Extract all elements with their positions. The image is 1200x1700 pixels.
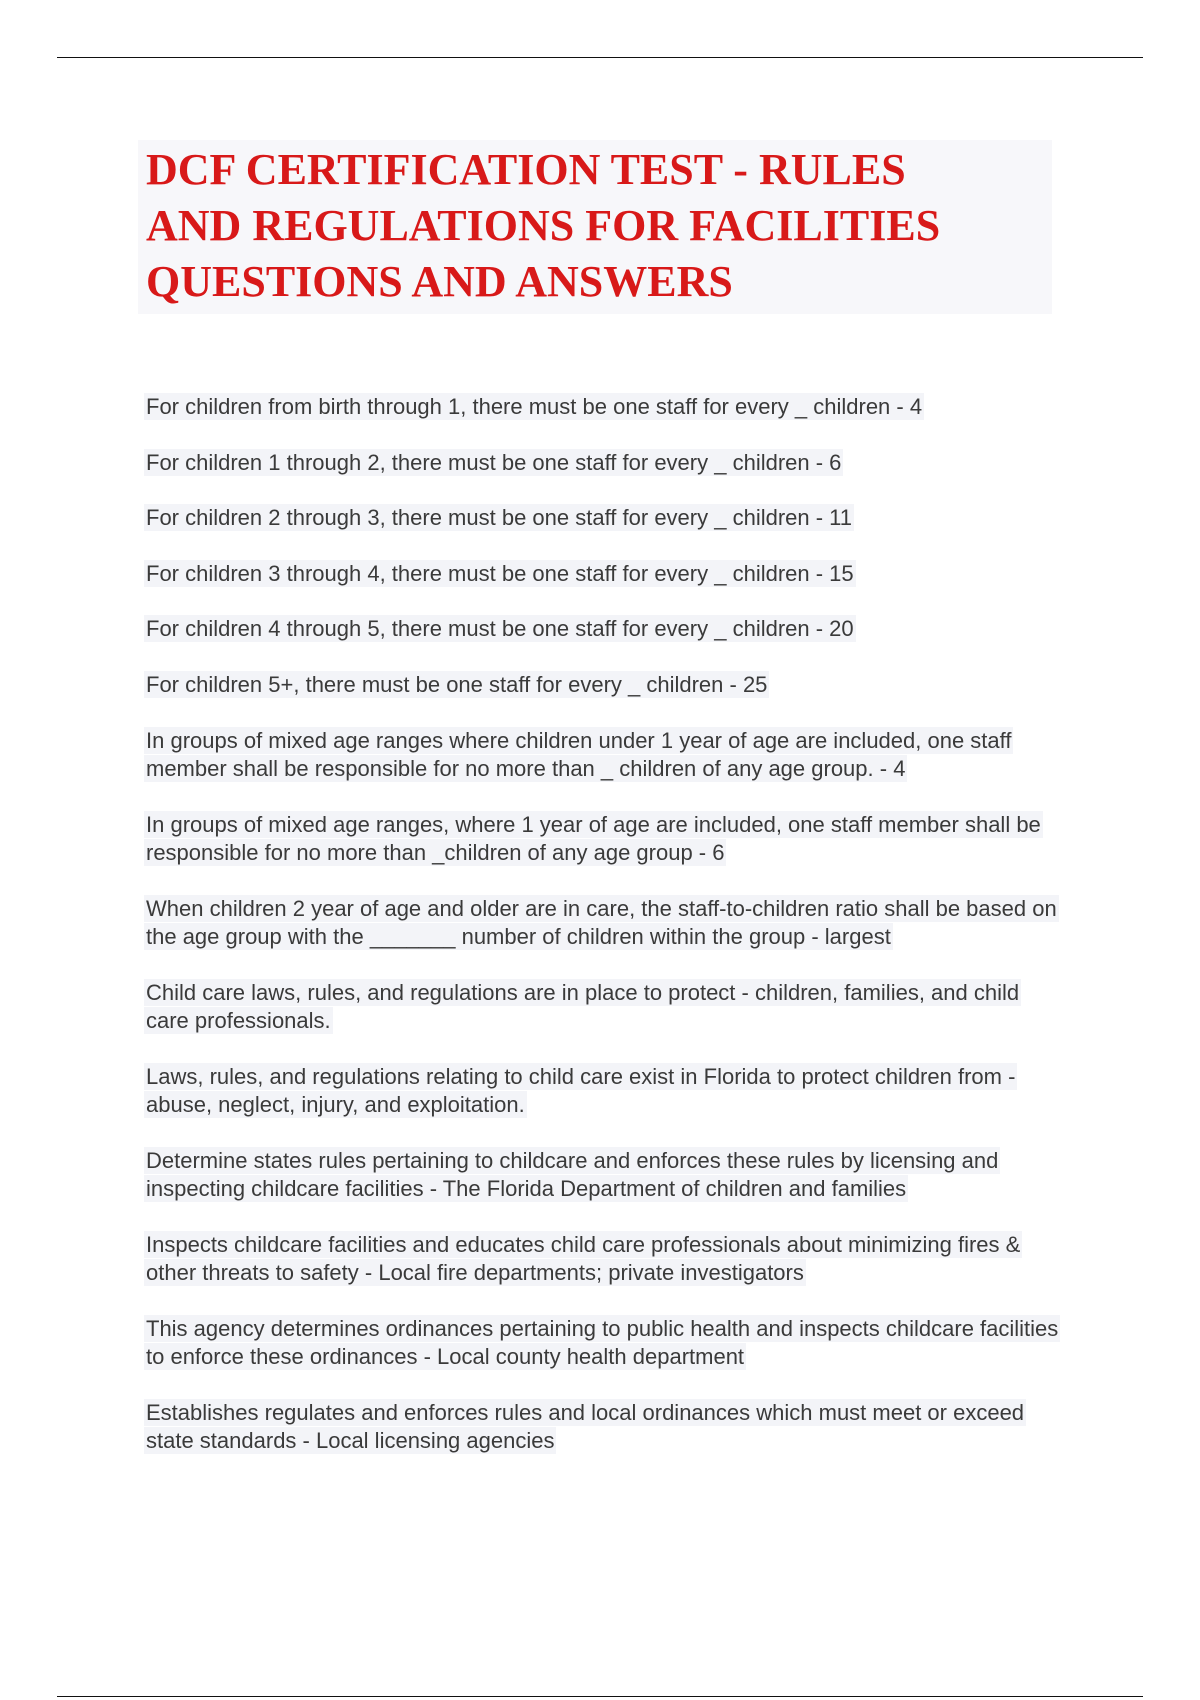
qa-item-15: Establishes regulates and enforces rules and local ordinances which must meet or exceed state standards - Local licensing agencies — [146, 1400, 1025, 1453]
qa-item-9: When children 2 year of age and older are in care, the staff-to-children ratio shall be based on the age group with the _______ number of children within the group - largest — [146, 896, 1057, 949]
qa-item-1: For children from birth through 1, there must be one staff for every _ children - 4 — [146, 394, 923, 419]
qa-list — [144, 393, 1064, 1455]
qa-item-3: For children 2 through 3, there must be one staff for every _ children - 11 — [146, 505, 853, 530]
qa-item-4: For children 3 through 4, there must be one staff for every _ children - 15 — [146, 561, 854, 586]
document-title — [138, 140, 1052, 314]
qa-item-10: Child care laws, rules, and regulations are in place to protect - children, families, and child care professionals. — [146, 980, 1020, 1033]
title-line-2: AND REGULATIONS FOR FACILITIES — [146, 201, 941, 250]
qa-item-12: Determine states rules pertaining to childcare and enforces these rules by licensing and inspecting childcare facilities - The Florida Department of children and families — [146, 1148, 999, 1201]
qa-item-11: Laws, rules, and regulations relating to child care exist in Florida to protect children from - abuse, neglect, injury, and exploitation. — [146, 1064, 1016, 1117]
qa-item-6: For children 5+, there must be one staff for every _ children - 25 — [146, 672, 768, 697]
qa-item-7: In groups of mixed age ranges where children under 1 year of age are included, one staff member shall be responsible for no more than _ children of any age group. - 4 — [146, 728, 1012, 781]
title-line-3: QUESTIONS AND ANSWERS — [146, 257, 733, 306]
qa-item-8: In groups of mixed age ranges, where 1 year of age are included, one staff member shall be responsible for no more than _children of any age group - 6 — [146, 812, 1041, 865]
qa-item-14: This agency determines ordinances pertaining to public health and inspects childcare facilities to enforce these ordinances - Local county health department — [146, 1316, 1059, 1369]
top-rule — [57, 57, 1143, 58]
qa-item-2: For children 1 through 2, there must be one staff for every _ children - 6 — [146, 450, 842, 475]
qa-item-13: Inspects childcare facilities and educates child care professionals about minimizing fires & other threats to safety - Local fire departments; private investigators — [146, 1232, 1021, 1285]
bottom-rule — [57, 1696, 1143, 1697]
title-line-1: DCF CERTIFICATION TEST - RULES — [146, 145, 906, 194]
qa-item-5: For children 4 through 5, there must be one staff for every _ children - 20 — [146, 616, 854, 641]
